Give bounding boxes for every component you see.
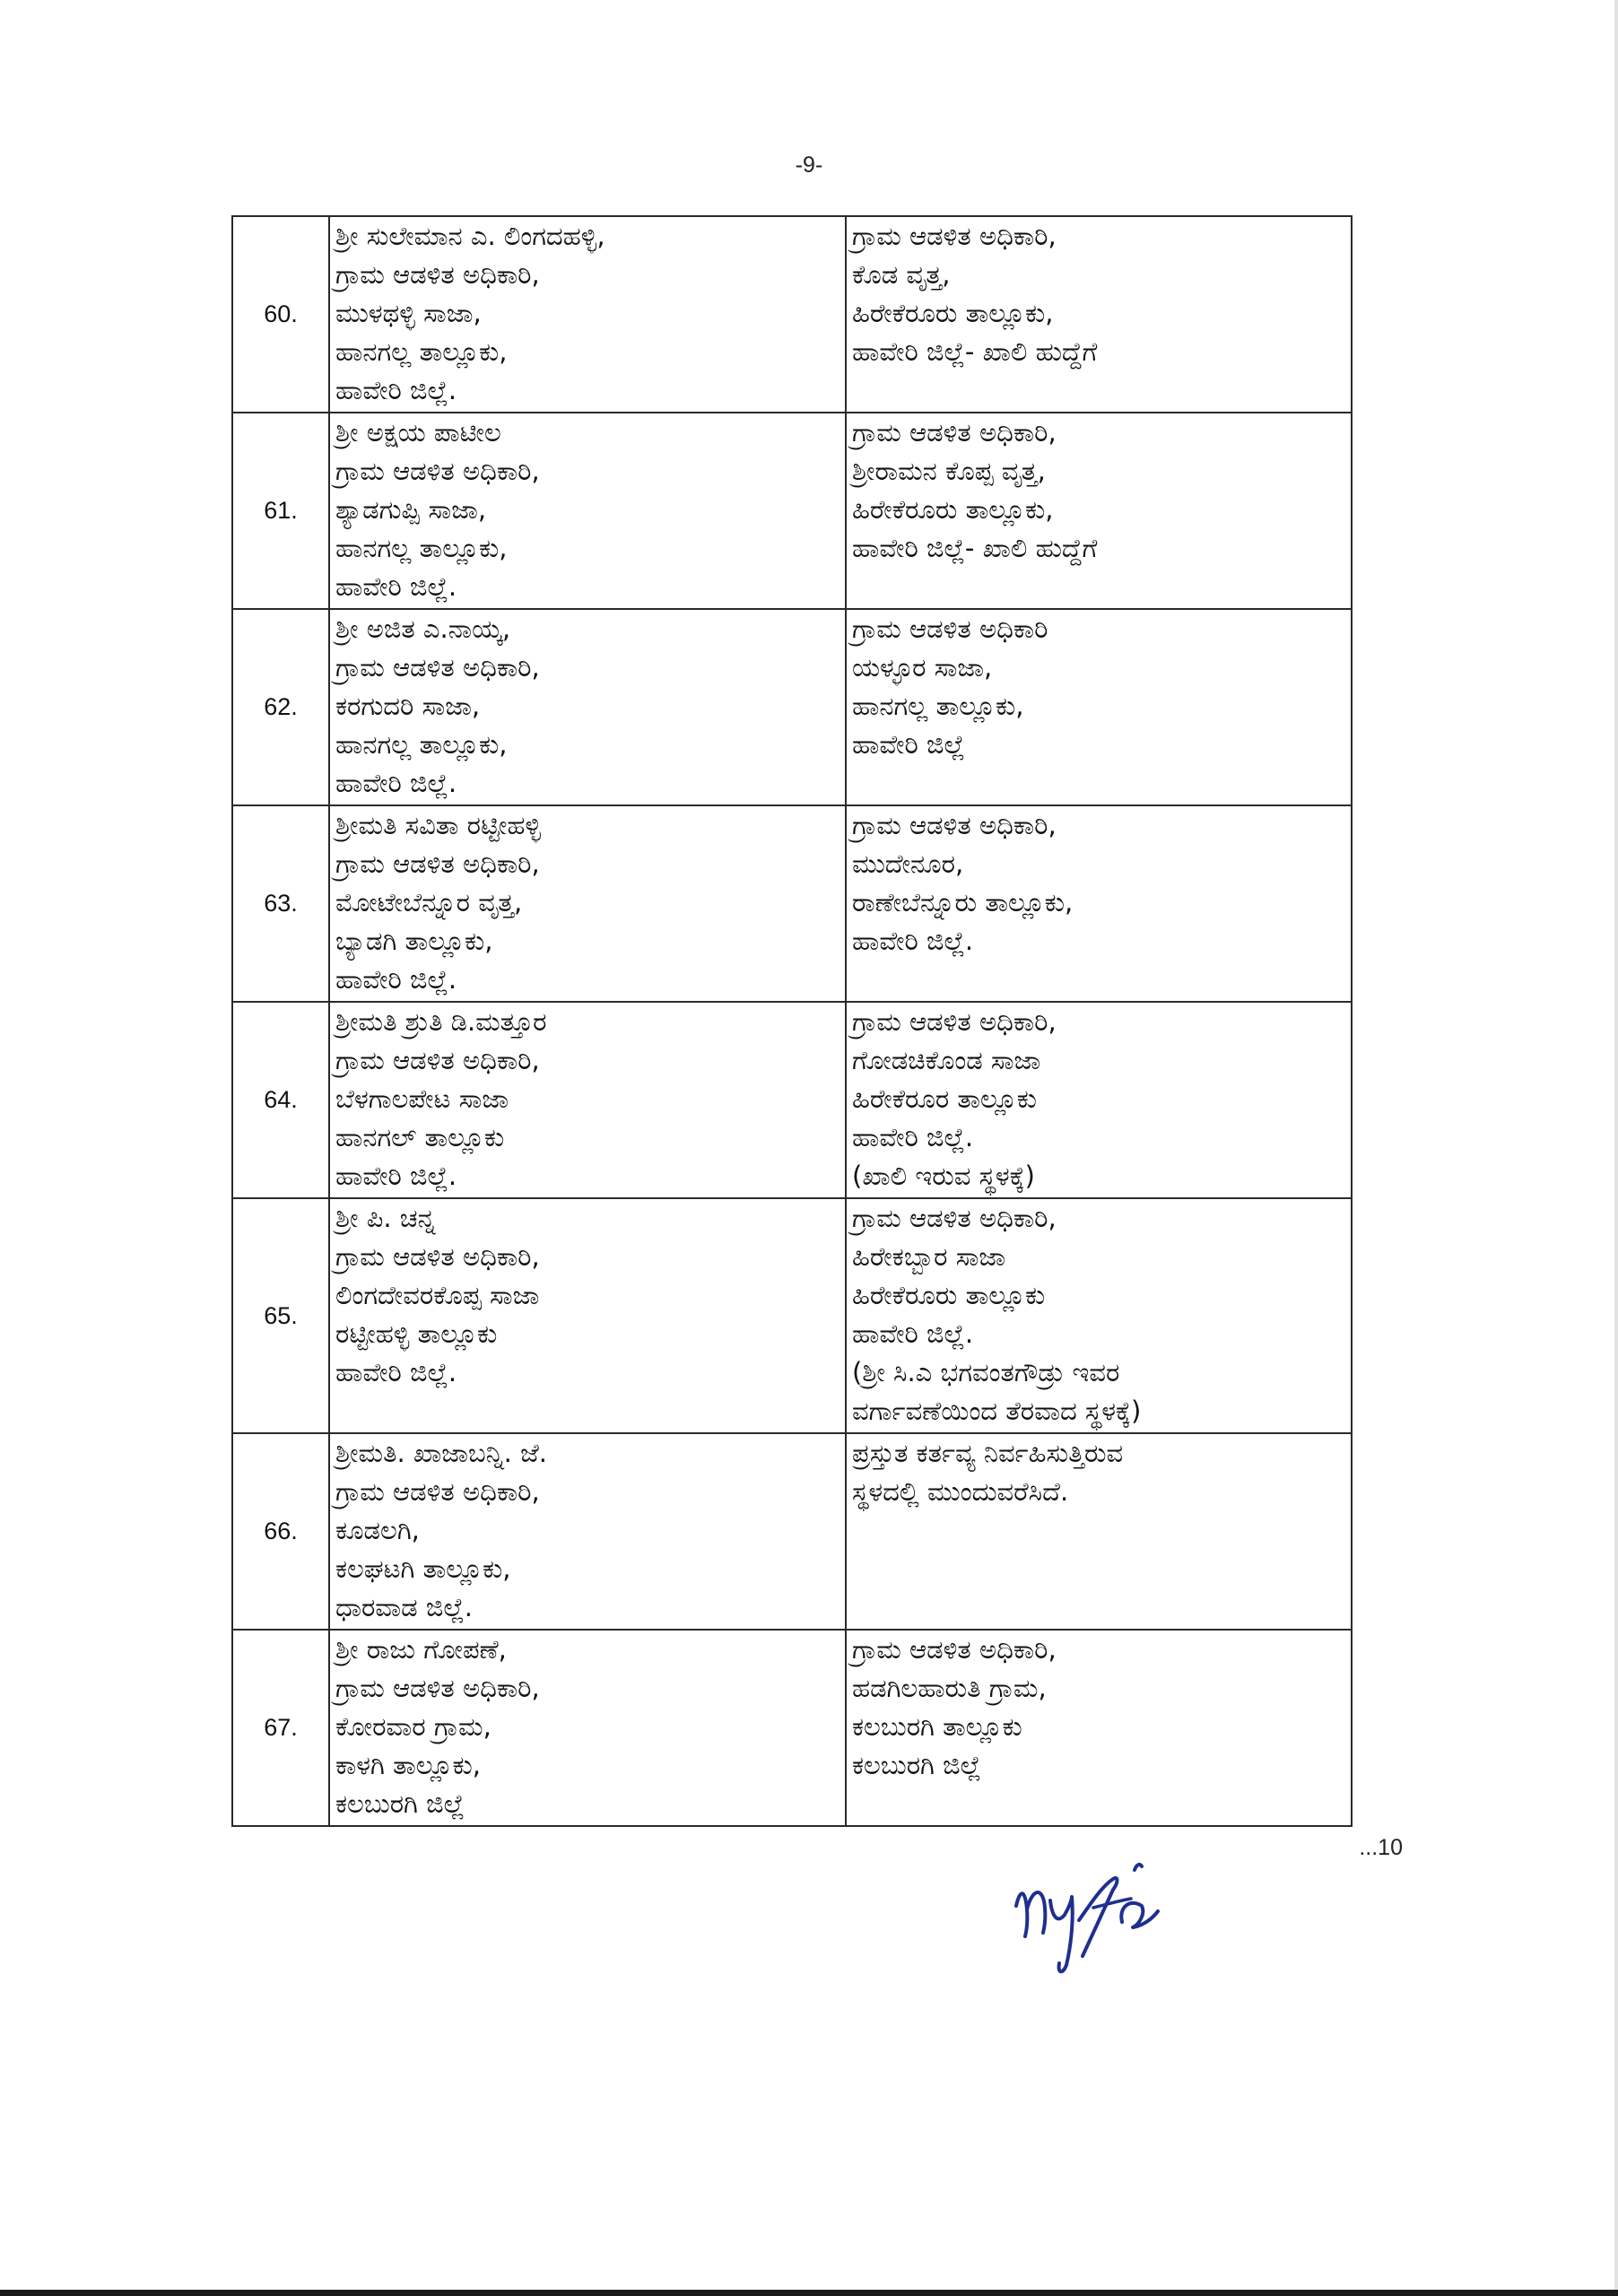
new-posting-cell (846, 413, 1352, 609)
table-row (232, 1433, 1352, 1630)
current-posting-line: ಕಲಘಟಗಿ ತಾಲ್ಲೂಕು, (335, 1553, 511, 1584)
current-posting-line: ಬ್ಯಾಡಗಿ ತಾಲ್ಲೂಕು, (335, 926, 493, 956)
new-posting-cell (846, 805, 1352, 1002)
new-posting-line: ಮುದೇನೂರ, (852, 848, 964, 879)
transfer-table (231, 215, 1353, 1827)
current-posting-line: ಗ್ರಾಮ ಆಡಳಿತ ಅಧಿಕಾರಿ, (335, 259, 540, 290)
new-posting-line: ಗ್ರಾಮ ಆಡಳಿತ ಅಧಿಕಾರಿ, (852, 1634, 1057, 1665)
new-posting-line: ಗ್ರಾಮ ಆಡಳಿತ ಅಧಿಕಾರಿ, (852, 417, 1057, 448)
new-posting-line: ಹಾವೇರಿ ಜಿಲ್ಲೆ- ಖಾಲಿ ಹುದ್ದೆಗೆ (852, 336, 1098, 367)
scan-edge-bottom (0, 2290, 1618, 2296)
current-posting-cell (329, 805, 846, 1002)
signature-stroke (1121, 1865, 1158, 1927)
current-posting-line: ಶ್ರೀಮತಿ ಸವಿತಾ ರಟ್ಟೀಹಳ್ಳಿ (335, 810, 542, 840)
new-posting-line: ಹಿರೇಕೆರೂರ ತಾಲ್ಲೂಕು (852, 1083, 1038, 1114)
signature-stroke (1016, 1892, 1045, 1936)
current-posting-line: ಧಾರವಾಡ ಜಿಲ್ಲೆ. (335, 1592, 473, 1622)
new-posting-line: ಹಿರೇಕೆರೂರು ತಾಲ್ಲೂಕು, (852, 494, 1054, 525)
new-posting-line: ಹಾವೇರಿ ಜಿಲ್ಲೆ. (852, 1318, 974, 1349)
new-posting-line: ಹಾವೇರಿ ಜಿಲ್ಲೆ- ಖಾಲಿ ಹುದ್ದೆಗೆ (852, 533, 1098, 563)
new-posting-line: ಗ್ರಾಮ ಆಡಳಿತ ಅಧಿಕಾರಿ, (852, 221, 1057, 251)
new-posting-cell (846, 1630, 1352, 1826)
new-posting-line: ಕಲಬುರಗಿ ಜಿಲ್ಲೆ (852, 1750, 982, 1780)
current-posting-line: ಹಾನಗಲ್ಲ ತಾಲ್ಲೂಕು, (335, 336, 508, 367)
serial-number: 63. (232, 805, 329, 1002)
new-posting-line: ಗ್ರಾಮ ಆಡಳಿತ ಅಧಿಕಾರಿ (852, 613, 1048, 644)
table-row (232, 1002, 1352, 1198)
current-posting-line: ಲಿಂಗದೇವರಕೊಪ್ಪ ಸಾಜಾ (335, 1280, 540, 1310)
current-posting-cell (329, 216, 846, 413)
current-posting-line: ಶ್ರೀಮತಿ. ಖಾಜಾಬನ್ನಿ. ಜೆ. (335, 1438, 547, 1468)
serial-number: 60. (232, 216, 329, 413)
current-posting-line: ಶ್ರೀ ಅಕ್ಷಯ ಪಾಟೀಲ (335, 417, 501, 448)
current-posting-line: ಗ್ರಾಮ ಆಡಳಿತ ಅಧಿಕಾರಿ, (335, 1241, 540, 1272)
serial-number: 66. (232, 1433, 329, 1630)
current-posting-line: ಗ್ರಾಮ ಆಡಳಿತ ಅಧಿಕಾರಿ, (335, 1476, 540, 1507)
new-posting-line: ಗ್ರಾಮ ಆಡಳಿತ ಅಧಿಕಾರಿ, (852, 1203, 1057, 1233)
serial-number: 65. (232, 1198, 329, 1433)
new-posting-line: ಹಾವೇರಿ ಜಿಲ್ಲೆ. (852, 1122, 974, 1152)
current-posting-line: ಗ್ರಾಮ ಆಡಳಿತ ಅಧಿಕಾರಿ, (335, 1045, 540, 1075)
current-posting-line: ಗ್ರಾಮ ಆಡಳಿತ ಅಧಿಕಾರಿ, (335, 848, 540, 879)
new-posting-line: (ಖಾಲಿ ಇರುವ ಸ್ಥಳಕ್ಕೆ) (852, 1161, 1035, 1191)
new-posting-line: ಸ್ಥಳದಲ್ಲಿ ಮುಂದುವರೆಸಿದೆ. (852, 1476, 1069, 1507)
table-row (232, 216, 1352, 413)
new-posting-line: ಗ್ರಾಮ ಆಡಳಿತ ಅಧಿಕಾರಿ, (852, 1006, 1057, 1037)
current-posting-line: ಗ್ರಾಮ ಆಡಳಿತ ಅಧಿಕಾರಿ, (335, 652, 540, 683)
new-posting-cell (846, 1433, 1352, 1630)
current-posting-line: ಮೋಟೇಬೆನ್ನೂರ ವೃತ್ತ, (335, 887, 523, 918)
new-posting-line: ಹಿರೇಕೆರೂರು ತಾಲ್ಲೂಕು, (852, 298, 1054, 328)
new-posting-line: ಪ್ರಸ್ತುತ ಕರ್ತವ್ಯ ನಿರ್ವಹಿಸುತ್ತಿರುವ (852, 1438, 1124, 1468)
current-posting-cell (329, 1198, 846, 1433)
current-posting-line: ಕಾಳಗಿ ತಾಲ್ಲೂಕು, (335, 1750, 481, 1780)
new-posting-line: ಕಲಬುರಗಿ ತಾಲ್ಲೂಕು (852, 1711, 1022, 1742)
current-posting-line: ಹಾವೇರಿ ಜಿಲ್ಲೆ. (335, 768, 457, 798)
current-posting-line: ರಟ್ಟೀಹಳ್ಳಿ ತಾಲ್ಲೂಕು (335, 1318, 498, 1349)
current-posting-line: ಹಾನಗಲ್ ತಾಲ್ಲೂಕು (335, 1122, 505, 1152)
current-posting-line: ಮುಳಥಳ್ಳಿ ಸಾಜಾ, (335, 298, 482, 328)
current-posting-line: ಶ್ರೀ ಸುಲೇಮಾನ ಎ. ಲಿಂಗದಹಳ್ಳಿ, (335, 221, 605, 251)
transfer-table-body (232, 216, 1352, 1826)
current-posting-line: ಹಾವೇರಿ ಜಿಲ್ಲೆ. (335, 1161, 457, 1191)
current-posting-cell (329, 1630, 846, 1826)
new-posting-line: ಶ್ರೀರಾಮನ ಕೊಪ್ಪ ವೃತ್ತ, (852, 456, 1046, 486)
serial-number: 64. (232, 1002, 329, 1198)
current-posting-line: ಕಲಬುರಗಿ ಜಿಲ್ಲೆ (335, 1788, 465, 1819)
current-posting-line: ಹಾವೇರಿ ಜಿಲ್ಲೆ. (335, 375, 457, 405)
new-posting-line: ಗ್ರಾಮ ಆಡಳಿತ ಅಧಿಕಾರಿ, (852, 810, 1057, 840)
table-row (232, 413, 1352, 609)
table-row (232, 1198, 1352, 1433)
current-posting-cell (329, 609, 846, 805)
new-posting-line: ವರ್ಗಾವಣೆಯಿಂದ ತೆರವಾದ ಸ್ಥಳಕ್ಕೆ) (852, 1396, 1142, 1426)
new-posting-line: ಯಳ್ಳೂರ ಸಾಜಾ, (852, 652, 993, 683)
current-posting-cell (329, 413, 846, 609)
current-posting-line: ಶ್ರೀ ಪಿ. ಚನ್ನ (335, 1203, 436, 1233)
current-posting-cell (329, 1002, 846, 1198)
new-posting-line: ಕೊಡ ವೃತ್ತ, (852, 259, 951, 290)
current-posting-line: ಹಾನಗಲ್ಲ ತಾಲ್ಲೂಕು, (335, 729, 508, 760)
current-posting-cell (329, 1433, 846, 1630)
new-posting-cell (846, 216, 1352, 413)
table-row (232, 805, 1352, 1002)
serial-number: 62. (232, 609, 329, 805)
new-posting-line: ಹಾನಗಲ್ಲ ತಾಲ್ಲೂಕು, (852, 691, 1024, 721)
current-posting-line: ಕರಗುದರಿ ಸಾಜಾ, (335, 691, 481, 721)
page-number: -9- (795, 152, 823, 178)
new-posting-line: (ಶ್ರೀ ಸಿ.ಎ ಭಗವಂತಗೌಡ್ರು ಇವರ (852, 1357, 1120, 1387)
new-posting-line: ರಾಣೇಬೆನ್ನೂರು ತಾಲ್ಲೂಕು, (852, 887, 1074, 918)
current-posting-line: ಹಾನಗಲ್ಲ ತಾಲ್ಲೂಕು, (335, 533, 508, 563)
current-posting-line: ಶ್ರೀ ಅಜಿತ ಎ.ನಾಯ್ಕ, (335, 613, 511, 644)
current-posting-line: ಗ್ರಾಮ ಆಡಳಿತ ಅಧಿಕಾರಿ, (335, 456, 540, 486)
current-posting-line: ಹಾವೇರಿ ಜಿಲ್ಲೆ. (335, 964, 457, 995)
serial-number: 61. (232, 413, 329, 609)
table-row (232, 609, 1352, 805)
current-posting-line: ಶ್ಯಾಡಗುಪ್ಪಿ ಸಾಜಾ, (335, 494, 487, 525)
current-posting-line: ಶ್ರೀ ರಾಜು ಗೋಪಣೆ, (335, 1634, 507, 1665)
signature-image (1000, 1843, 1215, 1978)
current-posting-line: ಕೋರವಾರ ಗ್ರಾಮ, (335, 1711, 491, 1742)
new-posting-line: ಹಿರೇಕಬ್ಬಾರ ಸಾಜಾ (852, 1241, 1006, 1272)
current-posting-line: ಕೂಡಲಗಿ, (335, 1515, 420, 1545)
current-posting-line: ಶ್ರೀಮತಿ ಶ್ರುತಿ ಡಿ.ಮತ್ತೂರ (335, 1006, 547, 1037)
new-posting-line: ಹಾವೇರಿ ಜಿಲ್ಲೆ. (852, 926, 974, 956)
continuation-marker: ...10 (1359, 1835, 1403, 1860)
current-posting-line: ಹಾವೇರಿ ಜಿಲ್ಲೆ. (335, 1357, 457, 1387)
current-posting-line: ಗ್ರಾಮ ಆಡಳಿತ ಅಧಿಕಾರಿ, (335, 1673, 540, 1703)
new-posting-line: ಹಾವೇರಿ ಜಿಲ್ಲೆ (852, 729, 965, 760)
current-posting-line: ಹಾವೇರಿ ಜಿಲ್ಲೆ. (335, 571, 457, 602)
signature-stroke (1050, 1897, 1073, 1971)
scan-edge-right (1614, 0, 1618, 2296)
new-posting-cell (846, 1002, 1352, 1198)
new-posting-line: ಗೋಡಚಿಕೊಂಡ ಸಾಜಾ (852, 1045, 1041, 1075)
new-posting-cell (846, 609, 1352, 805)
new-posting-line: ಹಿರೇಕೆರೂರು ತಾಲ್ಲೂಕು (852, 1280, 1046, 1310)
signature-stroke (1079, 1878, 1118, 1956)
new-posting-cell (846, 1198, 1352, 1433)
new-posting-line: ಹಡಗಿಲಹಾರುತಿ ಗ್ರಾಮ, (852, 1673, 1047, 1703)
current-posting-line: ಬೆಳಗಾಲಪೇಟ ಸಾಜಾ (335, 1083, 509, 1114)
serial-number: 67. (232, 1630, 329, 1826)
table-row (232, 1630, 1352, 1826)
